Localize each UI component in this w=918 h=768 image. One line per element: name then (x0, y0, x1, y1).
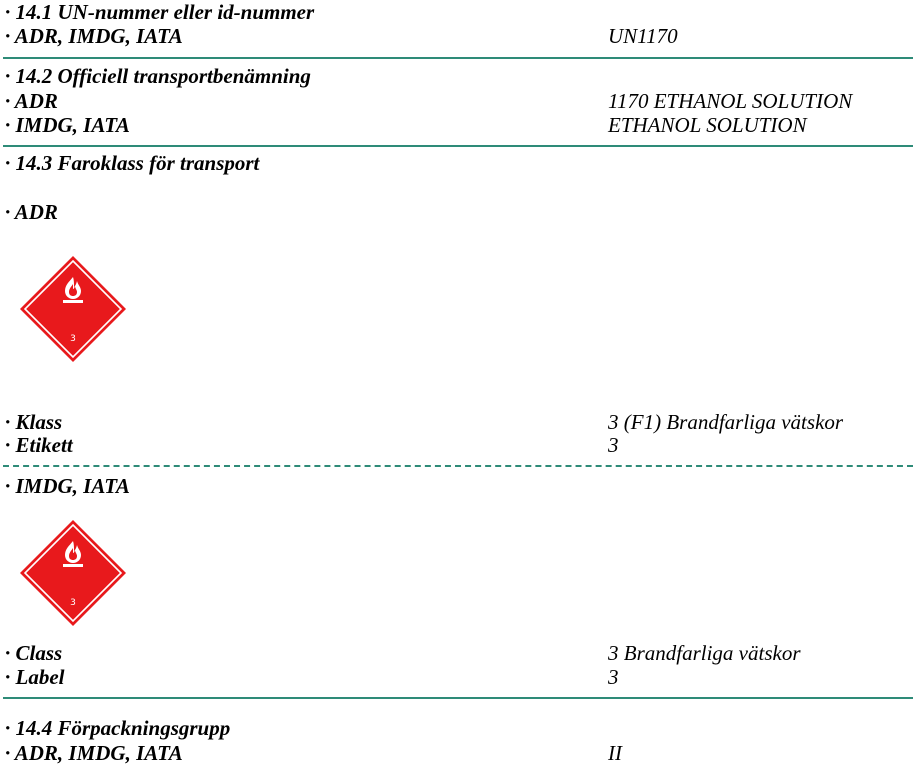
subsection-divider (3, 465, 913, 467)
pictogram-class-number: 3 (70, 334, 76, 344)
packing-group-value: II (608, 741, 622, 765)
imdg-label-value: 3 (608, 665, 619, 689)
imdg-class-label: · Class (5, 641, 63, 665)
imdg-subheading: · IMDG, IATA (5, 474, 130, 498)
imdg-class-value: 3 Brandfarliga vätskor (608, 641, 801, 665)
adr-subheading: · ADR (5, 200, 58, 224)
imdg-label-label: · Label (5, 665, 65, 689)
imdg-name-value: ETHANOL SOLUTION (608, 113, 807, 137)
section-14-1-heading: · 14.1 UN-nummer eller id-nummer (5, 0, 315, 24)
flammable-liquid-class-3-icon (18, 254, 128, 364)
section-14-4-heading: · 14.4 Förpackningsgrupp (5, 716, 231, 740)
un-number-value: UN1170 (608, 24, 678, 48)
adr-name-value: 1170 ETHANOL SOLUTION (608, 89, 853, 113)
section-14-3-heading: · 14.3 Faroklass för transport (5, 151, 260, 175)
adr-name-label: · ADR (5, 89, 58, 113)
section-14-2-heading: · 14.2 Officiell transportbenämning (5, 64, 311, 88)
pictogram-class-number: 3 (70, 598, 76, 608)
section-14-1-row-label: · ADR, IMDG, IATA (5, 24, 183, 48)
section-divider (3, 697, 913, 699)
flammable-liquid-class-3-icon (18, 518, 128, 628)
adr-etikett-label: · Etikett (5, 433, 73, 457)
adr-etikett-value: 3 (608, 433, 619, 457)
section-divider (3, 145, 913, 147)
adr-class-label: · Klass (5, 410, 63, 434)
adr-class-value: 3 (F1) Brandfarliga vätskor (608, 410, 844, 434)
imdg-name-label: · IMDG, IATA (5, 113, 130, 137)
section-divider (3, 57, 913, 59)
section-14-4-row-label: · ADR, IMDG, IATA (5, 741, 183, 765)
